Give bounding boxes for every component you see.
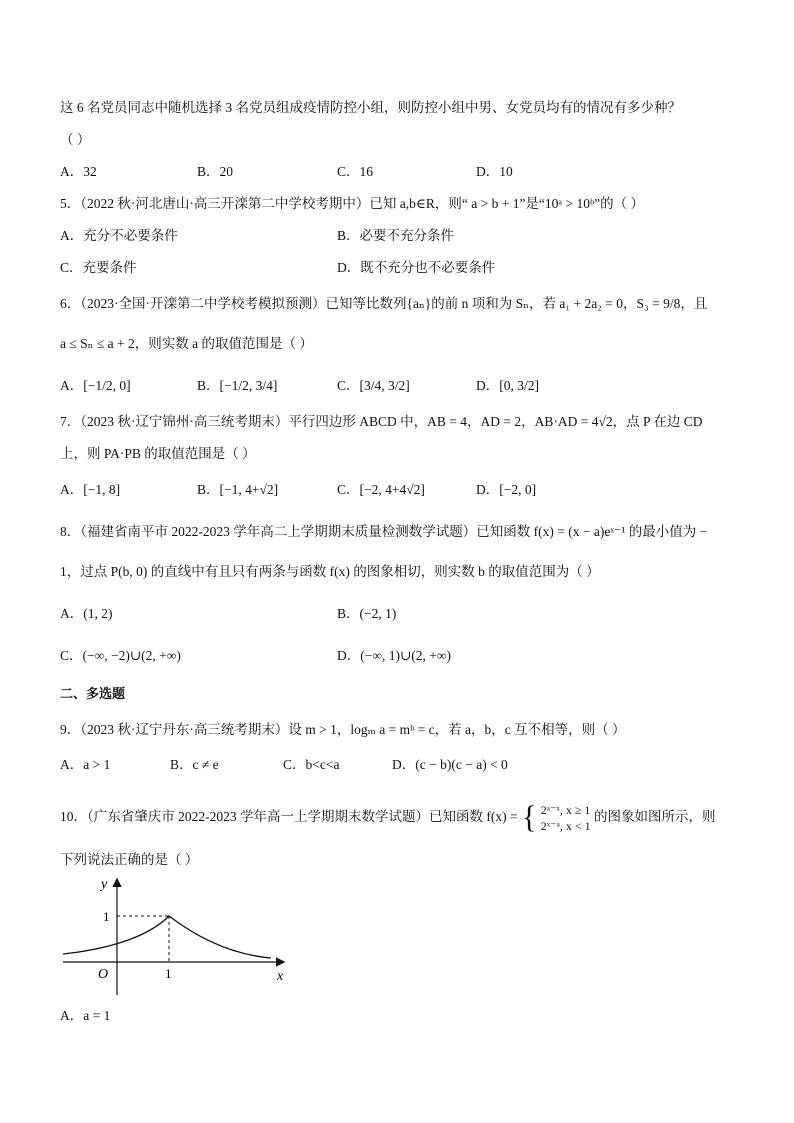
q9-option-b: B．c ≠ e: [170, 757, 219, 772]
intro-option-d: D．10: [476, 164, 513, 179]
q7-option-a: A．[−1, 8]: [60, 482, 121, 497]
q8-option-a: A．(1, 2): [60, 606, 113, 621]
q6-option-a: A．[−1/2, 0]: [60, 378, 131, 393]
question-10-text-cont: 下列说法正确的是（ ）: [60, 852, 199, 867]
q7-option-c: C．[−2, 4+4√2]: [337, 482, 425, 497]
q5-option-a: A．充分不必要条件: [60, 228, 178, 243]
question-6-text-cont: a ≤ Sₙ ≤ a + 2，则实数 a 的取值范围是（ ）: [60, 336, 313, 351]
y-axis-label: y: [101, 877, 108, 892]
q6-option-d: D．[0, 3/2]: [476, 378, 539, 393]
q8-option-b: B．(−2, 1): [337, 606, 397, 621]
q5-option-d: D．既不充分也不必要条件: [337, 260, 496, 275]
q8-option-d: D．(−∞, 1)∪(2, +∞): [337, 648, 452, 663]
q9-option-a: A．a > 1: [60, 757, 111, 772]
question-5-text: 5．（2022 秋·河北唐山·高三开滦第二中学校考期中）已知 a,b∈R，则“ a > b + 1”是“10ᵃ > 10ᵇ”的（ ）: [60, 196, 645, 211]
function-graph: [55, 870, 295, 1000]
question-9-text: 9．（2023 秋·辽宁丹东·高三统考期末）设 m > 1，logₘ a = mᵇ = c，若 a，b，c 互不相等，则（ ）: [60, 722, 626, 737]
q6-option-c: C．[3/4, 3/2]: [337, 378, 410, 393]
q7-option-d: D．[−2, 0]: [476, 482, 537, 497]
q7-option-b: B．[−1, 4+√2]: [197, 482, 279, 497]
question-10-lead: 10．（广东省肇庆市 2022-2023 学年高一上学期期末数学试题）已知函数 f(x) =: [60, 809, 518, 825]
question-intro-bracket: （ ）: [60, 132, 91, 147]
x-tick-label: 1: [165, 966, 172, 981]
question-6-text: 6．（2023·全国·开滦第二中学校考模拟预测）已知等比数列{aₙ}的前 n 项和为 Sₙ，若 a₁ + 2a₂ = 0，S₃ = 9/8，且: [60, 296, 708, 311]
question-8-text-cont: 1，过点 P(b, 0) 的直线中有且只有两条与函数 f(x) 的图象相切，则实数 b 的取值范围为（ ）: [60, 564, 600, 579]
piecewise-cases: [541, 802, 591, 834]
piecewise-brace: {: [521, 800, 537, 835]
q5-option-c: C．充要条件: [60, 260, 137, 275]
intro-option-a: A．32: [60, 164, 97, 179]
piecewise-case-2: 2ˣ⁻ᵃ, x < 1: [540, 819, 591, 833]
intro-option-b: B．20: [197, 164, 234, 179]
intro-option-c: C．16: [337, 164, 374, 179]
x-axis-label: x: [277, 969, 284, 984]
q5-option-b: B．必要不充分条件: [337, 228, 455, 243]
question-7-text-cont: 上，则 PA·PB 的取值范围是（ ）: [60, 446, 256, 461]
function-curve: [63, 916, 271, 958]
question-10-tail: 的图象如图所示，则: [594, 809, 716, 825]
q10-option-a: A．a = 1: [60, 1008, 111, 1023]
question-10-text: [60, 802, 716, 834]
y-tick-label: 1: [103, 909, 110, 924]
q8-option-c: C．(−∞, −2)∪(2, +∞): [60, 648, 181, 663]
question-8-text: 8．（福建省南平市 2022-2023 学年高二上学期期末质量检测数学试题）已知函数 f(x) = (x − a)eˣ⁻¹ 的最小值为 −: [60, 524, 708, 539]
q9-option-d: D．(c − b)(c − a) < 0: [392, 757, 508, 772]
question-intro-text: 这 6 名党员同志中随机选择 3 名党员组成疫情防控小组，则防控小组中男、女党员均有的情况有多少种？: [60, 100, 681, 115]
q6-option-b: B．[−1/2, 3/4]: [197, 378, 278, 393]
question-7-text: 7．（2023 秋·辽宁锦州·高三统考期末）平行四边形 ABCD 中，AB = 4，AD = 2，AB·AD = 4√2，点 P 在边 CD: [60, 414, 703, 429]
q9-option-c: C．b<c<a: [283, 757, 340, 772]
piecewise-case-1: 2ᵃ⁻ˣ, x ≥ 1: [540, 803, 591, 817]
origin-label: O: [98, 967, 109, 982]
section-heading-multi-choice: 二、多选题: [60, 686, 126, 701]
